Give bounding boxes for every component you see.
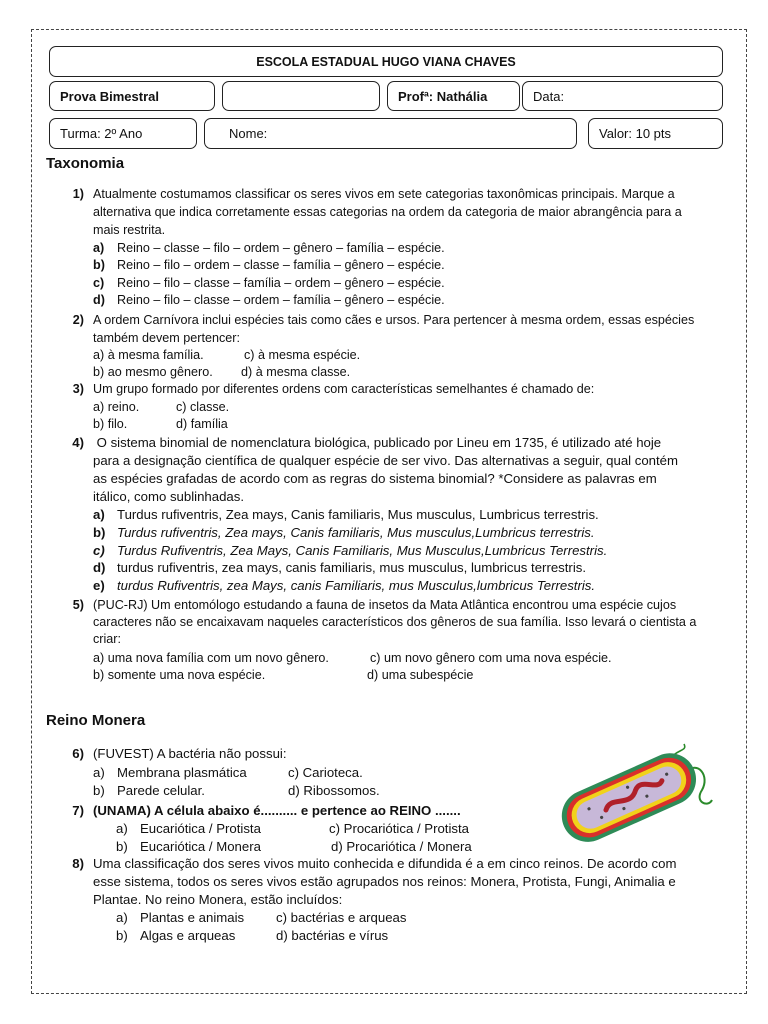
q4-line-4: itálico, como sublinhadas.: [93, 489, 245, 504]
q7-option-d[interactable]: d) Procariótica / Monera: [331, 839, 472, 854]
q6-option-a-text: Membrana plasmática: [117, 765, 247, 780]
q4-option-a[interactable]: [93, 506, 599, 524]
q4-option-d[interactable]: [93, 559, 586, 577]
q1-option-b-text: Reino – filo – ordem – classe – família – gênero – espécie.: [117, 258, 445, 272]
q8-line-2: esse sistema, todos os seres vivos estão agrupados nos reinos: Monera, Protista, Fungi, Animalia e: [93, 874, 676, 889]
q5-option-c[interactable]: c) um novo gênero com uma nova espécie.: [370, 651, 612, 665]
q7-option-a-letter: a): [116, 821, 128, 836]
q3-option-d[interactable]: d) família: [176, 417, 228, 431]
class-label: Turma: 2º Ano: [60, 126, 143, 141]
exam-type: Prova Bimestral: [60, 88, 159, 104]
q6-number: 6): [72, 746, 84, 761]
q2-option-d[interactable]: d) à mesma classe.: [241, 365, 351, 379]
q1-option-c-letter: c): [93, 276, 105, 290]
q2-option-c[interactable]: c) à mesma espécie.: [244, 348, 361, 362]
section-title-taxonomia: Taxonomia: [46, 155, 125, 172]
q1-option-d[interactable]: [93, 292, 445, 310]
q6-option-c[interactable]: c) Carioteca.: [288, 765, 363, 780]
q5-number: 5): [72, 598, 84, 612]
q4-number: 4): [72, 435, 84, 450]
q3-option-c[interactable]: c) classe.: [176, 400, 230, 414]
q3-number: 3): [72, 382, 84, 396]
q7-number: 7): [72, 803, 84, 818]
q7-option-b[interactable]: [116, 838, 261, 856]
q4-option-b[interactable]: [93, 524, 595, 542]
q4-option-e-letter: e): [93, 578, 105, 593]
q4-line-1: O sistema binomial de nomenclatura biológica, publicado por Lineu em 1735, é utilizado até hoje: [93, 435, 662, 450]
q8-line-3: Plantae. No reino Monera, estão incluídos:: [93, 892, 343, 907]
q4-option-e-text: turdus Rufiventris, zea Mays, canis Familiaris, mus Musculus,lumbricus Terrestris.: [117, 578, 596, 593]
q6-option-a-letter: a): [93, 765, 105, 780]
q6-option-a[interactable]: [93, 764, 247, 782]
q1-option-b-letter: b): [93, 258, 105, 272]
date-label: Data:: [533, 88, 565, 104]
q8-option-a-letter: a): [116, 910, 128, 925]
q7-line: (UNAMA) A célula abaixo é.......... e pertence ao REINO .......: [93, 803, 461, 818]
blank-field-box[interactable]: [222, 81, 380, 111]
q1-line-3: mais restrita.: [93, 223, 166, 237]
class-box: [49, 118, 197, 149]
q1-option-a[interactable]: [93, 240, 445, 258]
q1-option-b[interactable]: [93, 257, 445, 275]
teacher-name: Nathália: [436, 88, 488, 104]
q1-line-1: Atualmente costumamos classificar os seres vivos em sete categorias taxonômicas principais. Marque a: [93, 187, 675, 201]
q6-option-b-letter: b): [93, 783, 105, 798]
section-title-monera: Reino Monera: [46, 712, 146, 729]
q1-option-d-text: Reino – filo – classe – ordem – família – gênero – espécie.: [117, 293, 445, 307]
value-box: [588, 118, 723, 149]
q8-option-b[interactable]: [116, 927, 235, 945]
q4-option-a-text: Turdus rufiventris, Zea mays, Canis familiaris, Mus musculus, Lumbricus terrestris.: [117, 507, 599, 522]
date-field-box[interactable]: [522, 81, 723, 111]
q3-option-b[interactable]: b) filo.: [93, 417, 128, 431]
q1-option-a-text: Reino – classe – filo – ordem – gênero – família – espécie.: [117, 241, 445, 255]
q8-option-b-text: Algas e arqueas: [140, 928, 236, 943]
q1-option-d-letter: d): [93, 293, 105, 307]
q4-option-d-text: turdus rufiventris, zea mays, canis familiaris, mus musculus, lumbricus terrestris.: [117, 560, 587, 575]
q2-option-a[interactable]: a) à mesma família.: [93, 348, 204, 362]
exam-type-box: [49, 81, 215, 111]
q8-number: 8): [72, 856, 84, 871]
q5-line-1: (PUC-RJ) Um entomólogo estudando a fauna de insetos da Mata Atlântica encontrou uma espécie cujos: [93, 598, 677, 612]
q2-line-2: também devem pertencer:: [93, 331, 240, 345]
q8-option-b-letter: b): [116, 928, 128, 943]
bacterium-illustration: [548, 742, 720, 846]
teacher-box: [387, 81, 520, 111]
name-field-box[interactable]: [204, 118, 577, 149]
q2-line-1: A ordem Carnívora inclui espécies tais como cães e ursos. Para pertencer à mesma ordem, essas espécies: [93, 313, 695, 327]
name-label: Nome:: [229, 126, 268, 141]
q8-option-d[interactable]: d) bactérias e vírus: [276, 928, 389, 943]
q8-option-c[interactable]: c) bactérias e arqueas: [276, 910, 407, 925]
q7-option-a-text: Eucariótica / Protista: [140, 821, 261, 836]
q4-option-c-letter: c): [93, 543, 105, 558]
q8-line-1: Uma classificação dos seres vivos muito conhecida e difundida é a em cinco reinos. De acordo com: [93, 856, 677, 871]
q5-line-3: criar:: [93, 632, 121, 646]
q6-option-b[interactable]: [93, 782, 205, 800]
q7-option-a[interactable]: [116, 820, 261, 838]
q6-option-b-text: Parede celular.: [117, 783, 205, 798]
q3-option-a[interactable]: a) reino.: [93, 400, 140, 414]
q5-option-d[interactable]: d) uma subespécie: [367, 668, 474, 682]
q7-option-c[interactable]: c) Procariótica / Protista: [329, 821, 469, 836]
q7-option-b-letter: b): [116, 839, 128, 854]
q3-line: Um grupo formado por diferentes ordens com características semelhantes é chamado de:: [93, 382, 595, 396]
q8-option-a-text: Plantas e animais: [140, 910, 245, 925]
q4-option-b-letter: b): [93, 525, 106, 540]
q1-option-c-text: Reino – filo – classe – família – ordem – gênero – espécie.: [117, 276, 445, 290]
q1-option-c[interactable]: [93, 275, 445, 293]
school-name: ESCOLA ESTADUAL HUGO VIANA CHAVES: [256, 54, 516, 69]
q6-option-d[interactable]: d) Ribossomos.: [288, 783, 380, 798]
q5-line-2: caracteres não se encaixavam naqueles característicos dos gêneros de sua família. Isso levará o cientista a: [93, 615, 697, 629]
q4-option-e[interactable]: [93, 577, 595, 595]
q2-option-b[interactable]: b) ao mesmo gênero.: [93, 365, 213, 379]
q1-line-2: alternativa que indica corretamente essas categorias na ordem da categoria de maior abrangência para a: [93, 205, 682, 219]
school-name-box: [49, 46, 723, 77]
q4-option-b-text: Turdus rufiventris, Zea mays, Canis familiaris, Mus musculus,Lumbricus terrestris.: [117, 525, 595, 540]
q4-line-2: para a designação científica de qualquer espécie de ser vivo. Das alternativas a seguir, qual contém: [93, 453, 678, 468]
q6-line: (FUVEST) A bactéria não possui:: [93, 746, 287, 761]
q4-line-3: as espécies grafadas de acordo com as regras do sistema binomial? *Considere as palavras em: [93, 471, 657, 486]
q4-option-c-text: Turdus Rufiventris, Zea Mays, Canis Familiaris, Mus Musculus,Lumbricus Terrestris.: [117, 543, 608, 558]
q4-option-d-letter: d): [93, 560, 106, 575]
q5-option-b[interactable]: b) somente uma nova espécie.: [93, 668, 266, 682]
value-label: Valor: 10 pts: [599, 126, 672, 141]
teacher-prefix: Profª:: [398, 88, 437, 104]
q1-number: 1): [72, 187, 84, 201]
q8-option-a[interactable]: [116, 909, 244, 927]
q4-option-c[interactable]: [93, 542, 607, 560]
q1-option-a-letter: a): [93, 241, 105, 255]
q7-option-b-text: Eucariótica / Monera: [140, 839, 261, 854]
q5-option-a[interactable]: a) uma nova família com um novo gênero.: [93, 651, 329, 665]
q2-number: 2): [72, 313, 84, 327]
q4-option-a-letter: a): [93, 507, 105, 522]
